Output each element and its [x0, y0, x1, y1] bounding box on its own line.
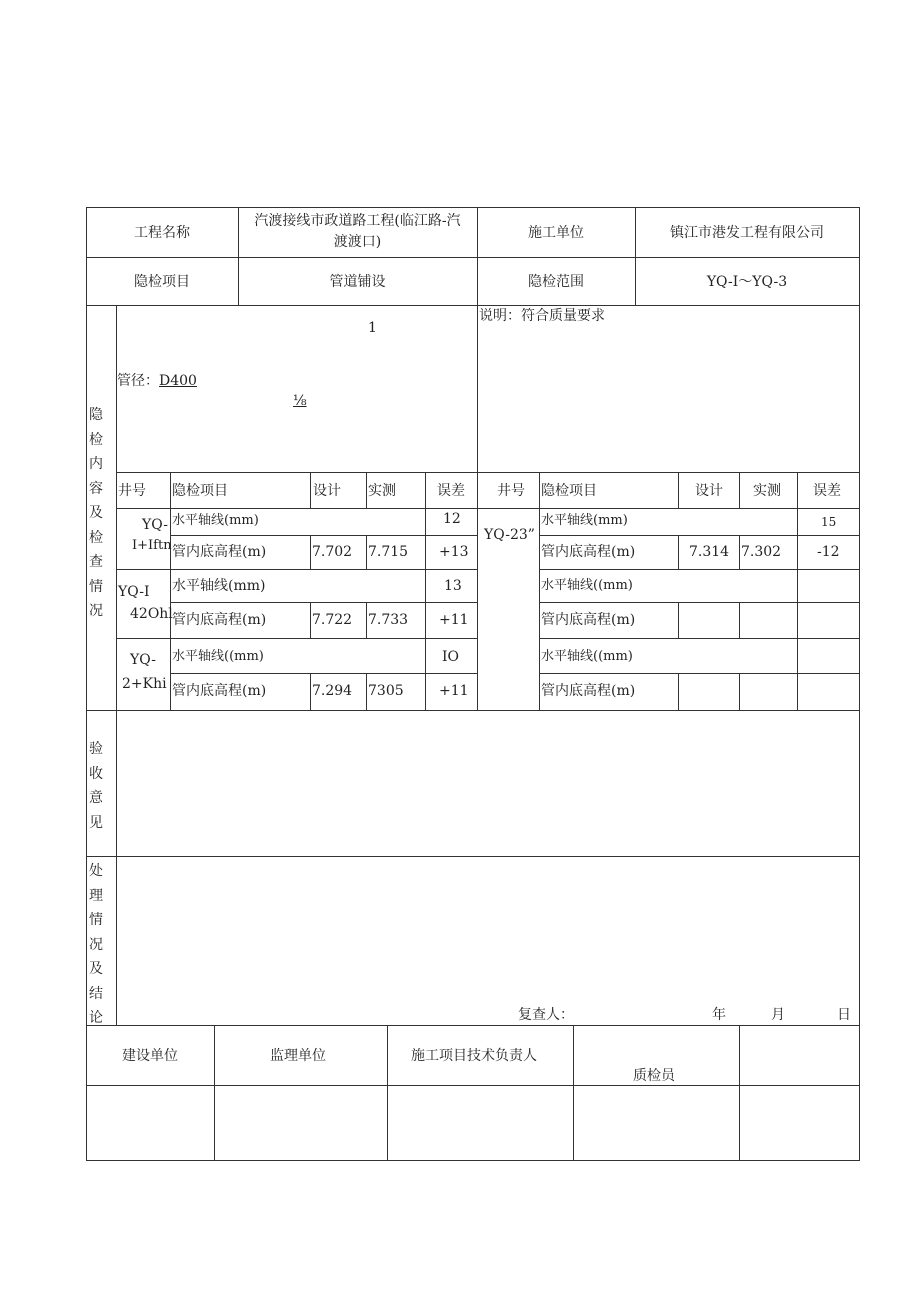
- elev-label-r3: 管内底高程(m): [541, 683, 636, 699]
- owner-label: 建设单位: [122, 1048, 178, 1064]
- project-name-line1: 汽渡接线市政道路工程(临江路-汽: [254, 213, 461, 229]
- elev-label-r2: 管内底高程(m): [541, 612, 636, 628]
- year-label: 年: [712, 1007, 726, 1023]
- col-error-right: 误差: [813, 483, 841, 499]
- col-measured: 实测: [368, 483, 396, 499]
- sketch-number: 1: [368, 320, 377, 336]
- content-section-label: 隐检内容及检查情况: [89, 407, 103, 619]
- project-name-line2: 渡渡口): [333, 234, 382, 250]
- sketch-fraction: ⅛: [293, 393, 307, 409]
- supervisor-label: 监理单位: [270, 1048, 326, 1064]
- tech-lead-label: 施工项目技术负责人: [411, 1048, 537, 1064]
- elev-error-2: +11: [439, 612, 469, 628]
- elev-label-1: 管内底高程(m): [172, 544, 267, 560]
- col-item-right: 隐检项目: [541, 483, 597, 499]
- elev-error-1: +13: [439, 544, 469, 560]
- handling-label: 处理情况及结论: [89, 863, 103, 1026]
- elev-measured-3: 7305: [368, 683, 404, 699]
- axis-error-1: 12: [443, 511, 461, 527]
- elev-error-3: +11: [439, 683, 469, 699]
- elev-design-1: 7.702: [312, 544, 353, 560]
- well-1-line1: YQ-: [142, 517, 168, 533]
- col-design-right: 设计: [695, 483, 723, 499]
- axis-label-1: 水平轴线(mm): [172, 513, 259, 528]
- elev-design-2: 7.722: [312, 612, 353, 628]
- axis-label-3: 水平轴线((mm): [172, 649, 264, 664]
- axis-label-r3: 水平轴线((mm): [541, 649, 633, 664]
- acceptance-label: 验收意见: [89, 741, 103, 831]
- well-2-line2: 42Ohl: [130, 606, 173, 622]
- col-design: 设计: [313, 483, 341, 499]
- quality-note: 说明：符合质量要求: [479, 308, 605, 324]
- well-2-line1: YQ-I: [118, 584, 150, 600]
- axis-error-r1: 15: [821, 515, 837, 529]
- elev-label-3: 管内底高程(m): [172, 683, 267, 699]
- contractor-label: 施工单位: [528, 225, 584, 241]
- col-error: 误差: [437, 483, 465, 499]
- col-well-no: 井号: [118, 483, 146, 499]
- well-1-line2: I+Iftn: [132, 538, 172, 553]
- elev-measured-r1: 7.302: [741, 544, 782, 560]
- pipe-diameter-label: 管径：: [117, 373, 159, 389]
- pipe-diameter-value: D400: [159, 373, 197, 389]
- elev-label-2: 管内底高程(m): [172, 612, 267, 628]
- col-well-no-right: 井号: [497, 483, 525, 499]
- axis-label-r1: 水平轴线(mm): [541, 513, 628, 528]
- month-label: 月: [771, 1007, 785, 1023]
- elev-measured-1: 7.715: [368, 544, 409, 560]
- axis-error-2: 13: [444, 578, 462, 594]
- quality-inspector-label: 质检员: [633, 1068, 675, 1084]
- elev-error-r1: -12: [817, 544, 840, 560]
- col-measured-right: 实测: [753, 483, 781, 499]
- inspection-item-label: 隐检项目: [134, 274, 190, 290]
- pipe-diameter: [117, 374, 197, 388]
- axis-label-r2: 水平轴线((mm): [541, 578, 633, 593]
- col-item: 隐检项目: [172, 483, 228, 499]
- well-3-line1: YQ-: [130, 652, 156, 668]
- axis-error-3: IO: [442, 649, 460, 665]
- elev-design-3: 7.294: [312, 683, 353, 699]
- project-name-label: 工程名称: [134, 225, 190, 241]
- day-label: 日: [837, 1007, 851, 1023]
- inspection-range-label: 隐检范围: [528, 274, 584, 290]
- elev-label-r1: 管内底高程(m): [541, 544, 636, 560]
- reviewer-label: 复查人：: [518, 1007, 574, 1023]
- well-3-line2: 2+Khi: [122, 676, 167, 692]
- inspection-range-value: YQ-I～YQ-3: [706, 274, 788, 290]
- well-right: YQ-23”: [484, 527, 535, 543]
- axis-label-2: 水平轴线(mm): [172, 578, 266, 594]
- elev-measured-2: 7.733: [368, 612, 409, 628]
- contractor-value: 镇江市港发工程有限公司: [670, 225, 824, 241]
- project-name-value: [238, 207, 477, 257]
- elev-design-r1: 7.314: [689, 544, 730, 560]
- inspection-item-value: 管道铺设: [329, 274, 386, 290]
